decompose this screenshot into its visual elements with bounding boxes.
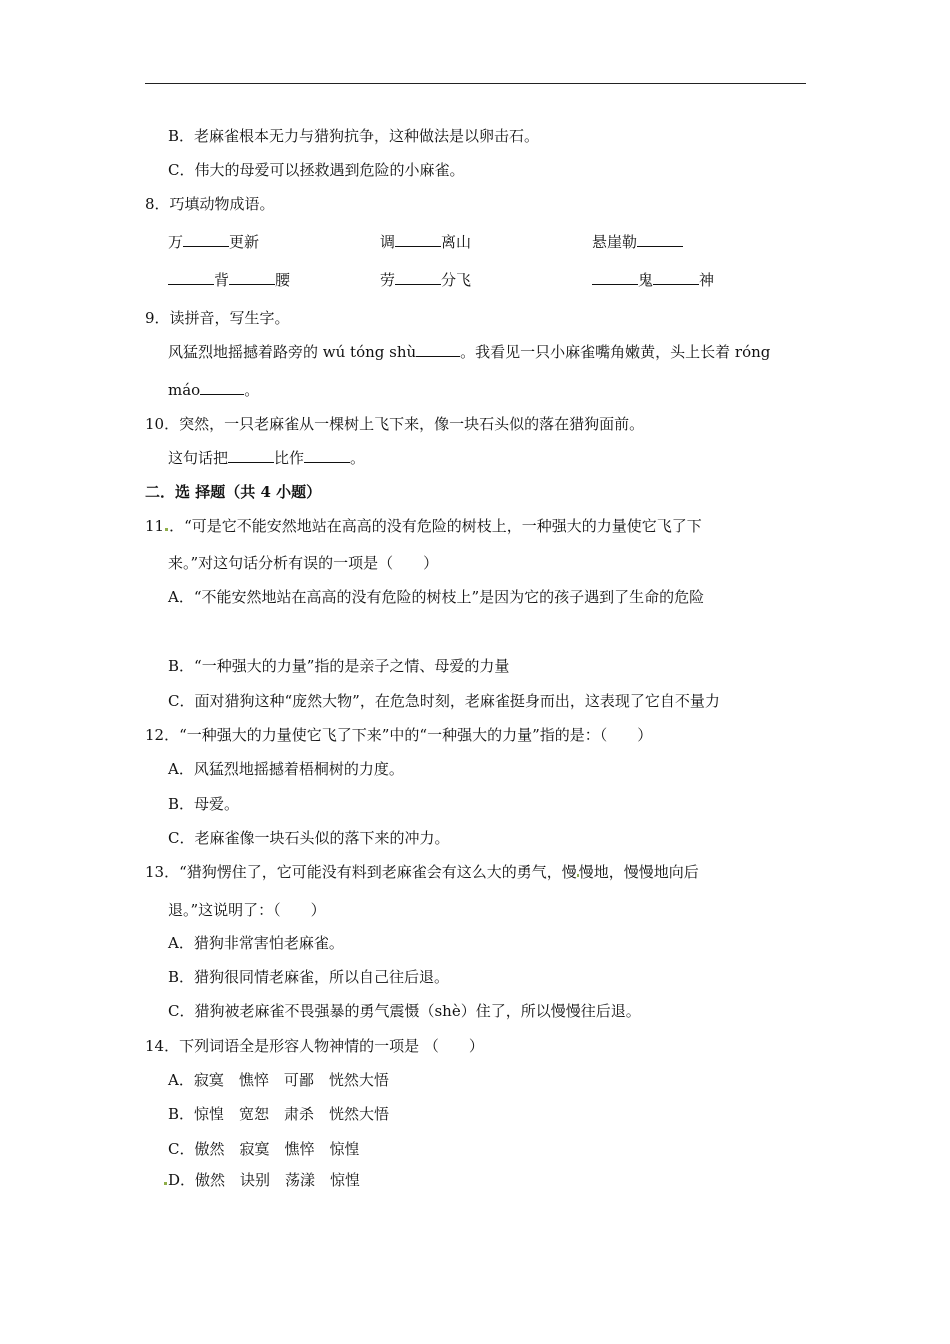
q8-idiom-1-pre: 万 — [168, 233, 184, 251]
q10-line-1-c: 。 — [350, 449, 366, 467]
q8-idiom-2 — [380, 232, 471, 252]
answer-blank[interactable] — [637, 232, 683, 247]
q13-stem-a: 13．“猎狗愣住了，它可能没有料到老麻雀会有这么大的勇气，慢 — [145, 863, 577, 881]
q14-option-b[interactable]: B．惊惶 宽恕 肃杀 恍然大悟 — [168, 1105, 390, 1123]
edit-mark-icon — [165, 528, 168, 531]
q11-line-2: 来。”对这句话分析有误的一项是（ ） — [168, 554, 439, 572]
q14-option-a[interactable]: A．寂寞 憔悴 可鄙 恍然大悟 — [168, 1071, 389, 1089]
answer-blank[interactable] — [228, 448, 274, 463]
answer-blank[interactable] — [592, 270, 638, 285]
answer-blank[interactable] — [304, 448, 350, 463]
q9-line-2 — [168, 380, 259, 400]
q8-idiom-1 — [168, 232, 259, 252]
answer-blank[interactable] — [183, 232, 229, 247]
q10-title: 10．突然，一只老麻雀从一棵树上飞下来，像一块石头似的落在猎狗面前。 — [145, 415, 645, 433]
answer-blank[interactable] — [653, 270, 699, 285]
q9-line-1-b: 。我看见一只小麻雀嘴角嫩黄，头上长着 róng — [460, 343, 771, 361]
q8-idiom-3 — [592, 232, 683, 252]
q7-option-c: C．伟大的母爱可以拯救遇到危险的小麻雀。 — [168, 161, 465, 179]
edit-mark-icon — [164, 1182, 167, 1185]
q12-option-a[interactable]: A．风猛烈地摇撼着梧桐树的力度。 — [168, 760, 404, 778]
q12-stem: 12．“一种强大的力量使它飞了下来”中的“一种强大的力量”指的是：（ ） — [145, 726, 653, 744]
answer-blank[interactable] — [200, 380, 244, 395]
header-rule — [145, 83, 806, 84]
q10-line-1 — [168, 448, 365, 468]
q8-idiom-6-post: 神 — [699, 271, 715, 289]
q10-line-1-b: 比作 — [274, 449, 305, 467]
q8-idiom-1-post: 更新 — [229, 233, 260, 251]
q10-line-1-a: 这句话把 — [168, 449, 229, 467]
q12-option-c[interactable]: C．老麻雀像一块石头似的落下来的冲力。 — [168, 829, 450, 847]
q11-option-c[interactable]: C．面对猎狗这种“庞然大物”，在危急时刻，老麻雀挺身而出，这表现了它自不量力 — [168, 692, 720, 710]
q9-title: 9．读拼音，写生字。 — [145, 309, 290, 327]
answer-blank[interactable] — [168, 270, 214, 285]
q13-line-2: 退。”这说明了：（ ） — [168, 901, 326, 919]
q8-title: 8．巧填动物成语。 — [145, 195, 275, 213]
q11-option-b[interactable]: B．“一种强大的力量”指的是亲子之情、母爱的力量 — [168, 657, 510, 675]
q8-idiom-3-pre: 悬崖勒 — [592, 233, 638, 251]
answer-blank[interactable] — [229, 270, 275, 285]
q13-stem-b: 慢地，慢慢地向后 — [578, 863, 699, 881]
q8-idiom-2-post: 离山 — [441, 233, 472, 251]
q7-option-b: B．老麻雀根本无力与猎狗抗争，这种做法是以卵击石。 — [168, 127, 540, 145]
q14-option-c[interactable]: C．傲然 寂寞 憔悴 惊惶 — [168, 1140, 360, 1158]
q8-idiom-5 — [380, 270, 471, 290]
q13-option-c[interactable]: C．猎狗被老麻雀不畏强暴的勇气震慑（shè）住了，所以慢慢往后退。 — [168, 1002, 641, 1020]
q8-idiom-4-post: 腰 — [275, 271, 291, 289]
q13-option-b[interactable]: B．猎狗很同情老麻雀，所以自己往后退。 — [168, 968, 450, 986]
q9-line-1 — [168, 342, 770, 362]
q8-idiom-6-mid: 鬼 — [638, 271, 654, 289]
q8-idiom-4-mid: 背 — [214, 271, 230, 289]
q13-option-a[interactable]: A．猎狗非常害怕老麻雀。 — [168, 934, 344, 952]
q8-idiom-6 — [592, 270, 714, 290]
answer-blank[interactable] — [395, 232, 441, 247]
q14-stem: 14．下列词语全是形容人物神情的一项是 （ ） — [145, 1037, 484, 1055]
q8-idiom-5-pre: 劳 — [380, 271, 396, 289]
q13-line-1 — [145, 862, 699, 882]
q11-number: 11 — [145, 517, 165, 535]
q11-option-a[interactable]: A．“不能安然地站在高高的没有危险的树枝上”是因为它的孩子遇到了生命的危险 — [168, 588, 705, 606]
q14-option-d-row — [163, 1170, 360, 1190]
section-title: 二．选 择题（共 4 小题） — [145, 483, 322, 501]
q14-option-d[interactable]: D．傲然 诀别 荡漾 惊惶 — [168, 1171, 361, 1189]
answer-blank[interactable] — [416, 342, 460, 357]
q8-idiom-2-pre: 调 — [380, 233, 396, 251]
q9-line-2-a: máo — [168, 381, 201, 399]
q8-idiom-4 — [168, 270, 290, 290]
answer-blank[interactable] — [395, 270, 441, 285]
q12-option-b[interactable]: B．母爱。 — [168, 795, 240, 813]
q9-line-2-b: 。 — [244, 381, 260, 399]
q11-stem: ．“可是它不能安然地站在高高的没有危险的树枝上，一种强大的力量使它飞了下 — [169, 517, 702, 535]
q9-line-1-a: 风猛烈地摇撼着路旁的 wú tóng shù — [168, 343, 417, 361]
q8-idiom-5-post: 分飞 — [441, 271, 472, 289]
q11-line-1 — [145, 516, 702, 536]
